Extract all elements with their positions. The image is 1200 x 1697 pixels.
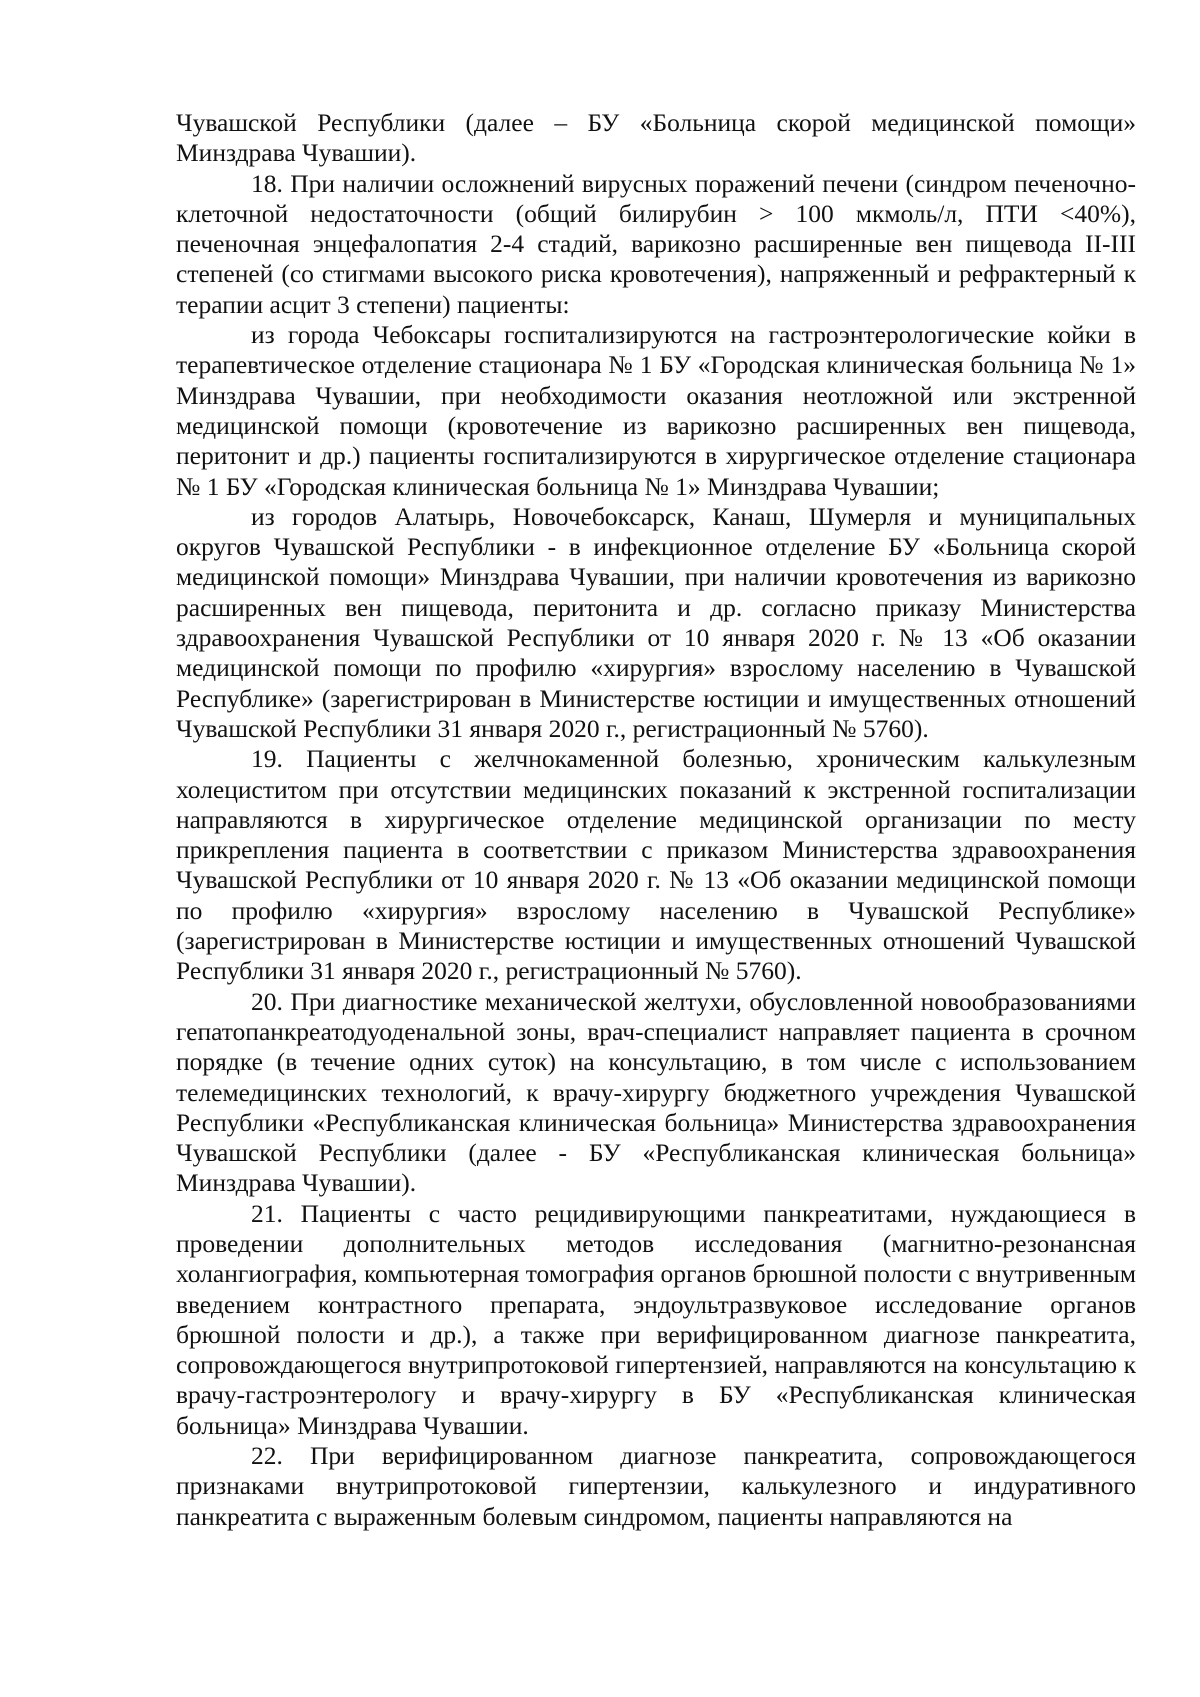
paragraph-21: 21. Пациенты с часто рецидивирующими панкреатитами, нуждающиеся в проведении дополнительных методов исследования (магнитно-резонансная холангиография, компьютерная томография органов брюшной полости с внутривенным введением контрастного препарата, эндоультразвуковое исследование органов брюшной полости и др.), а также при верифицированном диагнозе панкреатита, сопровождающегося внутрипротоковой гипертензией, направляются на консультацию к врачу-гастроэнтерологу и врачу-хирургу в БУ «Республиканская клиническая больница» Минздрава Чувашии. bbox=[176, 1198, 1136, 1440]
document-page bbox=[176, 108, 1136, 1532]
paragraph-22: 22. При верифицированном диагнозе панкреатита, сопровождающегося признаками внутрипротоковой гипертензии, калькулезного и индуративного панкреатита с выраженным болевым синдромом, пациенты направляются на bbox=[176, 1441, 1136, 1531]
paragraph-18-other-cities: из городов Алатырь, Новочебоксарск, Канаш, Шумерля и муниципальных округов Чувашской Республики - в инфекционное отделение БУ «Больница скорой медицинской помощи» Минздрава Чувашии, при наличии кровотечения из варикозно расширенных вен пищевода, перитонита и др. согласно приказу Министерства здравоохранения Чувашской Республики от 10 января 2020 г. № 13 «Об оказании медицинской помощи по профилю «хирургия» взрослому населению в Чувашской Республике» (зарегистрирован в Министерстве юстиции и имущественных отношений Чувашской Республики 31 января 2020 г., регистрационный № 5760). bbox=[176, 501, 1136, 743]
paragraph-continuation: Чувашской Республики (далее – БУ «Больница скорой медицинской помощи» Минздрава Чувашии). bbox=[176, 108, 1136, 168]
paragraph-19: 19. Пациенты с желчнокаменной болезнью, хроническим калькулезным холециститом при отсутствии медицинских показаний к экстренной госпитализации направляются в хирургическое отделение медицинской организации по месту прикрепления пациента в соответствии с приказом Министерства здравоохранения Чувашской Республики от 10 января 2020 г. № 13 «Об оказании медицинской помощи по профилю «хирургия» взрослому населению в Чувашской Республике» (зарегистрирован в Министерстве юстиции и имущественных отношений Чувашской Республики 31 января 2020 г., регистрационный № 5760). bbox=[176, 744, 1136, 986]
paragraph-20: 20. При диагностике механической желтухи, обусловленной новообразованиями гепатопанкреатодуоденальной зоны, врач-специалист направляет пациента в срочном порядке (в течение одних суток) на консультацию, в том числе с использованием телемедицинских технологий, к врачу-хирургу бюджетного учреждения Чувашской Республики «Республиканская клиническая больница» Министерства здравоохранения Чувашской Республики (далее - БУ «Республиканская клиническая больница» Минздрава Чувашии). bbox=[176, 986, 1136, 1198]
paragraph-18: 18. При наличии осложнений вирусных поражений печени (синдром печеночно-клеточной недостаточности (общий билирубин > 100 мкмоль/л, ПТИ <40%), печеночная энцефалопатия 2-4 стадий, варикозно расширенные вен пищевода II-III степеней (со стигмами высокого риска кровотечения), напряженный и рефрактерный к терапии асцит 3 степени) пациенты: bbox=[176, 168, 1136, 319]
paragraph-18-cheboksary: из города Чебоксары госпитализируются на гастроэнтерологические койки в терапевтическое отделение стационара № 1 БУ «Городская клиническая больница № 1» Минздрава Чувашии, при необходимости оказания неотложной или экстренной медицинской помощи (кровотечение из варикозно расширенных вен пищевода, перитонит и др.) пациенты госпитализируются в хирургическое отделение стационара № 1 БУ «Городская клиническая больница № 1» Минздрава Чувашии; bbox=[176, 320, 1136, 501]
